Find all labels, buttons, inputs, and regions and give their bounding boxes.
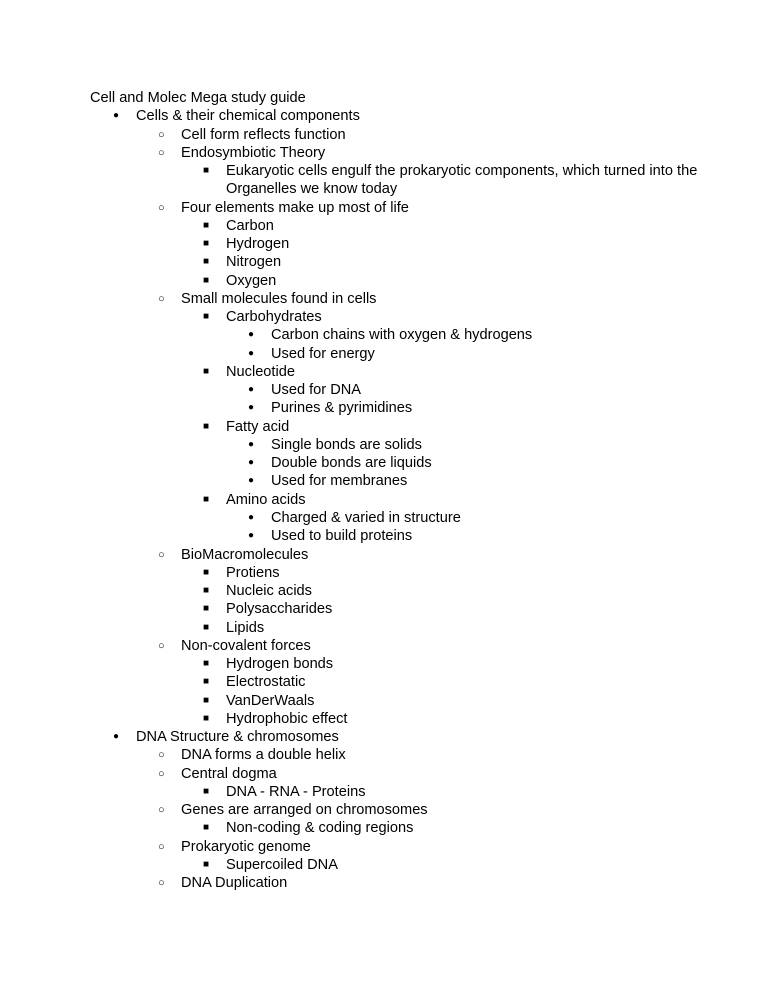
list-item-level-3: Hydrogen bonds	[226, 656, 334, 673]
list-item-level-3: Hydrogen	[226, 236, 290, 253]
list-item-level-3: Electrostatic	[226, 674, 306, 691]
bullet-icon: ■	[203, 658, 210, 670]
bullet-icon: ■	[203, 585, 210, 597]
list-item-level-3: DNA - RNA - Proteins	[226, 783, 366, 800]
list-item-level-4: Used for membranes	[271, 473, 408, 490]
bullet-icon: ●	[113, 110, 120, 122]
list-item-level-3: Organelles we know today	[226, 181, 398, 198]
bullet-icon: ■	[203, 256, 210, 268]
bullet-icon: ●	[248, 530, 255, 542]
list-item-level-2: BioMacromolecules	[181, 546, 309, 563]
bullet-icon: ■	[203, 493, 210, 505]
list-item-level-3: Polysaccharides	[226, 601, 333, 618]
list-item-level-3: Fatty acid	[226, 418, 290, 435]
list-item-level-4: Used for energy	[271, 345, 375, 362]
bullet-icon: ■	[203, 785, 210, 797]
list-item-level-2: Cell form reflects function	[181, 126, 346, 143]
bullet-icon: ○	[158, 840, 165, 853]
bullet-icon: ○	[158, 548, 165, 561]
bullet-icon: ○	[158, 201, 165, 214]
list-item-level-3: Hydrophobic effect	[226, 710, 348, 727]
bullet-icon: ■	[203, 165, 210, 177]
bullet-icon: ●	[113, 731, 120, 743]
bullet-icon: ●	[248, 329, 255, 341]
bullet-icon: ●	[248, 347, 255, 359]
list-item-level-2: Small molecules found in cells	[181, 290, 377, 307]
bullet-icon: ●	[248, 384, 255, 396]
list-item-level-4: Used to build proteins	[271, 528, 413, 545]
bullet-icon: ●	[248, 438, 255, 450]
bullet-icon: ■	[203, 311, 210, 323]
list-item-level-1: Cells & their chemical components	[136, 108, 360, 125]
bullet-icon: ■	[203, 219, 210, 231]
list-item-level-3: Amino acids	[226, 491, 306, 508]
list-item-level-2: Four elements make up most of life	[181, 199, 409, 216]
bullet-icon: ●	[248, 457, 255, 469]
list-item-level-2: DNA Duplication	[181, 875, 288, 892]
bullet-icon: ○	[158, 292, 165, 305]
bullet-icon: ●	[248, 511, 255, 523]
list-item-level-4: Double bonds are liquids	[271, 455, 432, 472]
document-title: Cell and Molec Mega study guide	[90, 90, 306, 106]
list-item-level-3: Carbon	[226, 217, 274, 234]
list-item-level-2: Central dogma	[181, 765, 277, 782]
list-item-level-3: Nucleic acids	[226, 583, 312, 600]
list-item-level-3: Non-coding & coding regions	[226, 820, 414, 837]
list-item-level-3: Supercoiled DNA	[226, 856, 338, 873]
bullet-icon: ■	[203, 603, 210, 615]
bullet-icon: ■	[203, 694, 210, 706]
bullet-icon: ○	[158, 749, 165, 762]
list-item-level-3: Nucleotide	[226, 363, 295, 380]
list-item-level-2: Non-covalent forces	[181, 637, 311, 654]
list-item-level-3: Eukaryotic cells engulf the prokaryotic components, which turned into the	[226, 163, 698, 180]
bullet-icon: ■	[203, 858, 210, 870]
bullet-icon: ■	[203, 420, 210, 432]
list-item-level-3: VanDerWaals	[226, 692, 315, 709]
bullet-icon: ●	[248, 402, 255, 414]
bullet-icon: ■	[203, 274, 210, 286]
list-item-level-2: DNA forms a double helix	[181, 747, 346, 764]
bullet-icon: ■	[203, 621, 210, 633]
list-item-level-3: Carbohydrates	[226, 309, 322, 326]
list-item-level-2: Prokaryotic genome	[181, 838, 311, 855]
list-item-level-4: Purines & pyrimidines	[271, 400, 413, 417]
list-item-level-4: Charged & varied in structure	[271, 509, 461, 526]
bullet-icon: ○	[158, 639, 165, 652]
bullet-icon: ○	[158, 128, 165, 141]
list-item-level-2: Endosymbiotic Theory	[181, 144, 326, 161]
list-item-level-3: Oxygen	[226, 272, 277, 289]
list-item-level-1: DNA Structure & chromosomes	[136, 729, 339, 746]
bullet-icon: ○	[158, 146, 165, 159]
list-item-level-3: Lipids	[226, 619, 265, 636]
bullet-icon: ■	[203, 238, 210, 250]
bullet-icon: ○	[158, 804, 165, 817]
list-item-level-4: Single bonds are solids	[271, 436, 422, 453]
bullet-icon: ■	[203, 676, 210, 688]
list-item-level-4: Used for DNA	[271, 382, 362, 399]
bullet-icon: ■	[203, 712, 210, 724]
list-item-level-3: Nitrogen	[226, 254, 282, 271]
list-item-level-3: Protiens	[226, 564, 280, 581]
bullet-icon: ○	[158, 877, 165, 890]
list-item-level-4: Carbon chains with oxygen & hydrogens	[271, 327, 533, 344]
bullet-icon: ■	[203, 822, 210, 834]
bullet-icon: ●	[248, 475, 255, 487]
bullet-icon: ○	[158, 767, 165, 780]
bullet-icon: ■	[203, 365, 210, 377]
bullet-icon: ■	[203, 566, 210, 578]
list-item-level-2: Genes are arranged on chromosomes	[181, 802, 428, 819]
